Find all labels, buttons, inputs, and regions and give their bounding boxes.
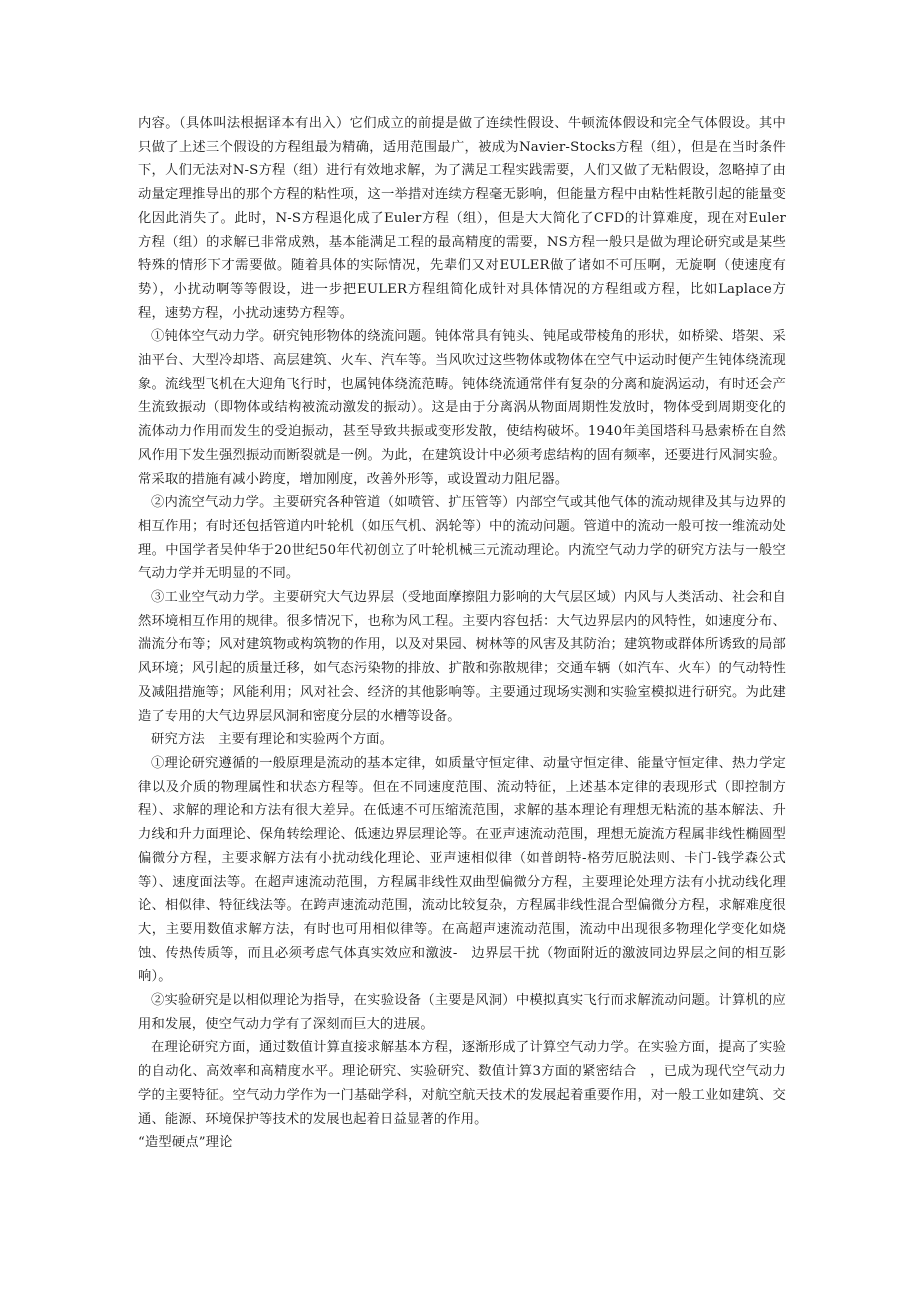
paragraph-navier-stokes: 内容。（具体叫法根据译本有出入）它们成立的前提是做了连续性假设、牛顿流体假设和完全气体假设。其中只做了上述三个假设的方程组最为精确，适用范围最广，被成为Navier-Stocks方程（组），但是在当时条件下，人们无法对N-S方程（组）进行有效地求解，为了满足工程实践需要，人们又做了无粘假设，忽略掉了由动量定理推导出的那个方程的粘性项，这一举措对连续方程毫无影响，但能量方程中由粘性耗散引起的能量变化因此消失了。此时，N-S方程退化成了Euler方程（组），但是大大简化了CFD的计算难度，现在对Euler方程（组）的求解已非常成熟，基本能满足工程的最高精度的需要，NS方程一般只是做为理论研究或是某些特殊的情形下才需要做。随着具体的实际情况，先辈们又对EULER做了诸如不可压啊，无旋啊（使速度有势），小扰动啊等等假设，进一步把EULER方程组简化成针对具体情况的方程组或方程，比如Laplace方程，速势方程，小扰动速势方程等。 [138,116,786,321]
paragraph-internal-flow-aerodynamics: ②内流空气动力学。主要研究各种管道（如喷管、扩压管等）内部空气或其他气体的流动规律及其与边界的相互作用；有时还包括管道内叶轮机（如压气机、涡轮等）中的流动问题。管道中的流动一般可按一维流动处理。中国学者吴仲华于20世纪50年代初创立了叶轮机械三元流动理论。内流空气动力学的研究方法与一般空气动力学并无明显的不同。 [138,495,786,582]
paragraph-theoretical-research: ①理论研究遵循的一般原理是流动的基本定律，如质量守恒定律、动量守恒定律、能量守恒定律、热力学定律以及介质的物理属性和状态方程等。但在不同速度范围、流动特征，上述基本定律的表现形式（即控制方程）、求解的理论和方法有很大差异。在低速不可压缩流范围，求解的基本理论有理想无粘流的基本解法、升力线和升力面理论、保角转绘理论、低速边界层理论等。在亚声速流动范围，理想无旋流方程属非线性椭圆型偏微分方程，主要求解方法有小扰动线化理论、亚声速相似律（如普朗特-格劳厄脱法则、卡门-钱学森公式等）、速度面法等。在超声速流动范围，方程属非线性双曲型偏微分方程，主要理论处理方法有小扰动线化理论、相似律、特征线法等。在跨声速流动范围，流动比较复杂，方程属非线性混合型偏微分方程，求解难度很大，主要用数值求解方法，有时也可用相似律等。在高超声速流动范围，流动中出现很多物理化学变化如烧蚀、传热传质等，而且必须考虑气体真实效应和激波- 边界层干扰（物面附近的激波同边界层之间的相互影响）。 [138,755,786,985]
section-heading-hard-point-theory: “造型硬点”理论 [138,1135,233,1151]
paragraph-industrial-aerodynamics: ③工业空气动力学。主要研究大气边界层（受地面摩擦阻力影响的大气层区域）内风与人类活动、社会和自然环境相互作用的规律。很多情况下，也称为风工程。主要内容包括：大气边界层内的风特性，如速度分布、湍流分布等；风对建筑物或构筑物的作用，以及对果园、树林等的风害及其防治；建筑物或群体所诱致的局部风环境；风引起的质量迁移，如气态污染物的排放、扩散和弥散规律；交通车辆（如汽车、火车）的气动特性及减阻措施等；风能利用；风对社会、经济的其他影响等。主要通过现场实测和实验室模拟进行研究。为此建造了专用的大气边界层风洞和密度分层的水槽等设备。 [138,590,786,724]
paragraph-research-methods: 研究方法 主要有理论和实验两个方面。 [151,732,394,748]
document-body [138,112,786,1155]
paragraph-experimental-research: ②实验研究是以相似理论为指导，在实验设备（主要是风洞）中模拟真实飞行而求解流动问题。计算机的应用和发展，使空气动力学有了深刻而巨大的进展。 [138,993,786,1032]
paragraph-bluff-body-aerodynamics: ①钝体空气动力学。研究钝形物体的绕流问题。钝体常具有钝头、钝尾或带棱角的形状，如桥梁、塔架、采油平台、大型冷却塔、高层建筑、火车、汽车等。当风吹过这些物体或物体在空气中运动时便产生钝体绕流现象。流线型飞机在大迎角飞行时，也属钝体绕流范畴。钝体绕流通常伴有复杂的分离和旋涡运动，有时还会产生流致振动（即物体或结构被流动激发的振动）。这是由于分离涡从物面周期性发放时，物体受到周期变化的流体动力作用而发生的受迫振动，甚至导致共振或变形发散，使结构破坏。1940年美国塔科马悬索桥在自然风作用下发生强烈振动而断裂就是一例。为此，在建筑设计中必须考虑结构的固有频率，还要进行风洞实验。常采取的措施有减小跨度，增加刚度，改善外形等，或设置动力阻尼器。 [138,329,786,487]
paragraph-computational-aerodynamics: 在理论研究方面，通过数值计算直接求解基本方程，逐渐形成了计算空气动力学。在实验方面，提高了实验的自动化、高效率和高精度水平。理论研究、实验研究、数值计算3方面的紧密结合 ，已成为现代空气动力学的主要特征。空气动力学作为一门基础学科，对航空航天技术的发展起着重要作用，对一般工业如建筑、交通、能源、环境保护等技术的发展也起着日益显著的作用。 [138,1040,786,1127]
